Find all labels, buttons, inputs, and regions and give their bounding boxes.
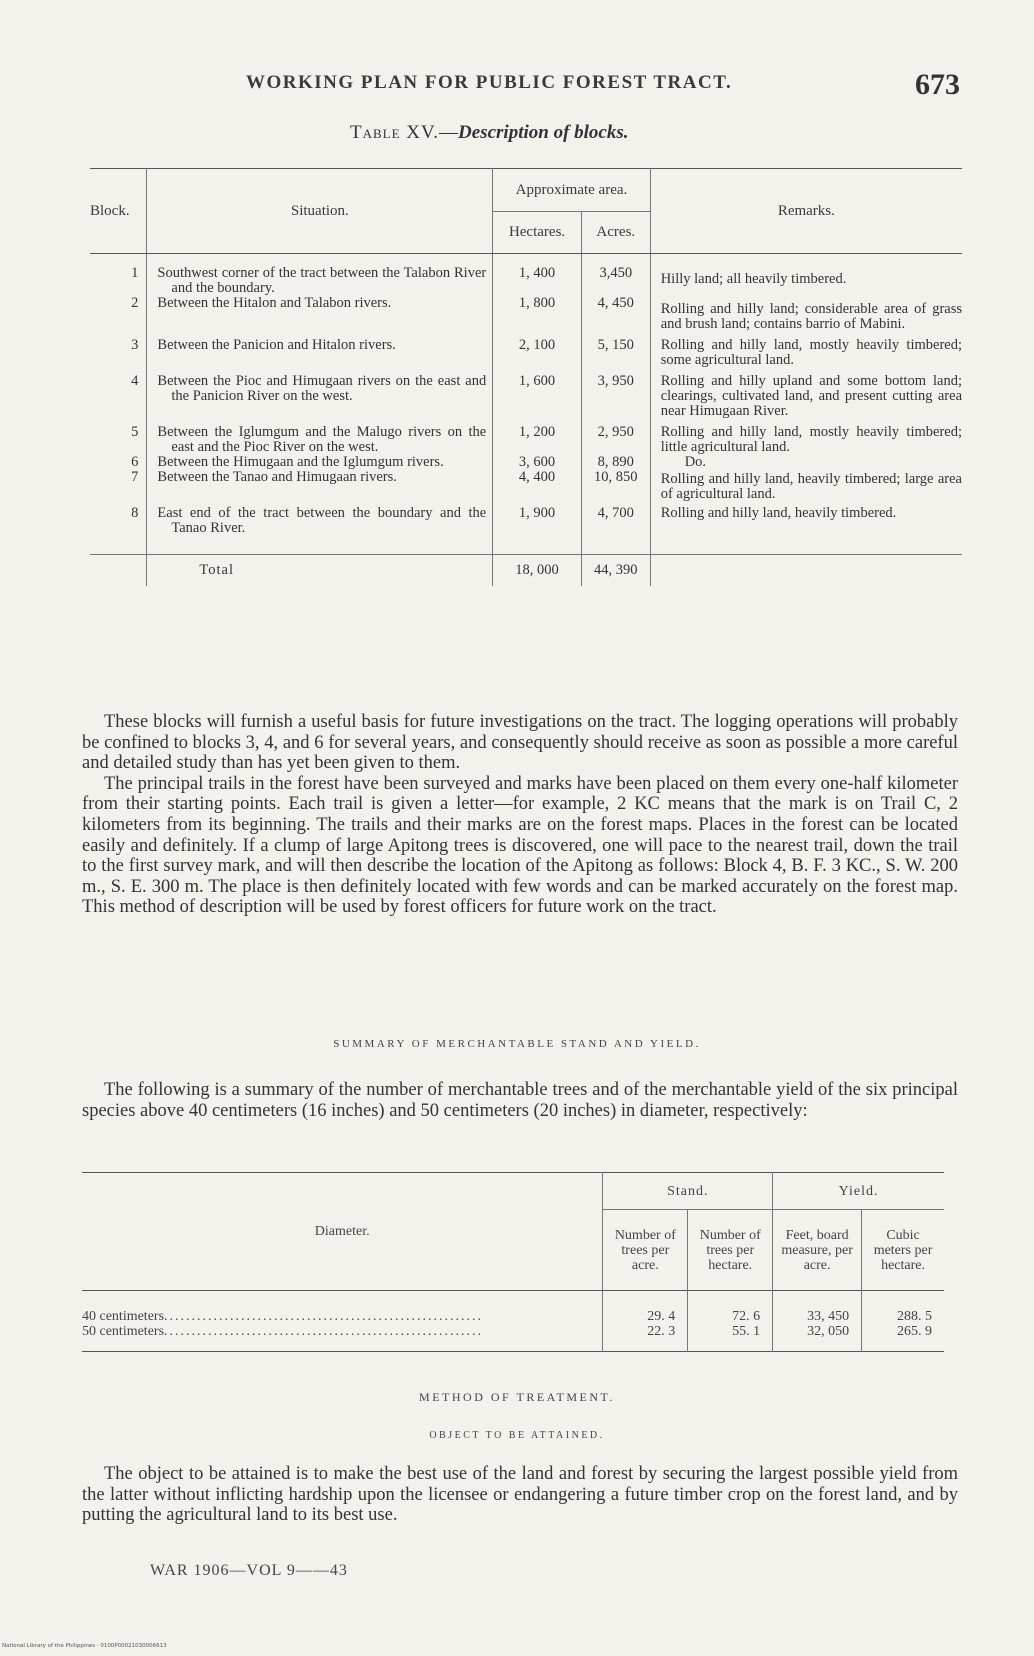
col-approx-area: Approximate area.: [493, 169, 650, 212]
block-number: 6: [90, 455, 147, 470]
table-caption-label: Table XV.: [350, 122, 440, 143]
table-row: [82, 1291, 944, 1325]
paragraph-trails: The principal trails in the forest have been surveyed and marks have been placed on them every one-half kilometer from their starting points. Each trail is given a letter—for example, 2 KC means that the mark is on Trail C, 2 kilometers from its beginning. The trails and their marks are on the forest maps. Places in the forest can be located easily and definitely. If a clump of large Apitong trees is discovered, one will pace to the nearest trail, down the trail to the first survey mark, and will then describe the location of the Apitong as follows: Block 4, B. F. 3 KC., S. W. 200 m., S. E. 300 m. The place is then definitely located with few words and can be marked accurately on the forest map. This method of description will be used by forest officers for future work on the tract.: [82, 773, 958, 918]
table-caption: [350, 122, 629, 144]
block-situation: Between the Panicion and Hitalon rivers.: [147, 332, 493, 368]
col-yield: Yield.: [773, 1173, 944, 1210]
body-paragraphs-1: [82, 712, 958, 918]
feet-board: 32, 050: [773, 1324, 862, 1352]
table-row: [90, 455, 962, 470]
block-remarks: Hilly land; all heavily timbered.: [660, 271, 847, 287]
block-remarks: Rolling and hilly land, mostly heavily timbered; little agricultural land.: [660, 424, 962, 455]
diameter-cell: 40 centimeters..........................................................: [82, 1291, 603, 1325]
paragraph-summary: The following is a summary of the number of merchantable trees and of the merchantable yield of the six principal species above 40 centimeters (16 inches) and 50 centimeters (20 inches) in diameter, respectively:: [82, 1080, 958, 1121]
block-number: 3: [90, 332, 147, 368]
block-hectares: 1, 900: [493, 502, 582, 555]
table-caption-dash: —: [439, 122, 459, 143]
block-situation: East end of the tract between the boundary and the Tanao River.: [147, 502, 493, 555]
block-remarks: Rolling and hilly land, mostly heavily timbered; some agricultural land.: [660, 337, 962, 368]
block-situation: Between the Iglumgum and the Malugo rivers on the east and the Pioc River on the west.: [147, 419, 493, 455]
table-caption-title: Description of blocks.: [458, 122, 629, 143]
signature-line: WAR 1906—VOL 9——43: [150, 1562, 348, 1579]
col-hectares: Hectares.: [493, 212, 582, 254]
summary-heading: SUMMARY OF MERCHANTABLE STAND AND YIELD.: [333, 1038, 701, 1050]
table-row: [90, 470, 962, 502]
block-hectares: 3, 600: [493, 455, 582, 470]
object-heading: OBJECT TO BE ATTAINED.: [429, 1430, 605, 1441]
table-row: [90, 502, 962, 555]
trees-per-hectare: 72. 6: [688, 1291, 773, 1325]
cubic-meters: 288. 5: [897, 1309, 932, 1324]
block-situation: Between the Himugaan and the Iglumgum rivers.: [147, 455, 493, 470]
block-situation: Between the Tanao and Himugaan rivers.: [147, 470, 493, 502]
scan-label: National Library of the Philippines · 0100P00021030006613: [2, 1643, 167, 1649]
block-remarks: Rolling and hilly land, heavily timbered; large area of agricultural land.: [660, 471, 962, 502]
col-situation: Situation.: [147, 169, 493, 254]
paragraph-blocks: These blocks will furnish a useful basis for future investigations on the tract. The logging operations will probably be confined to blocks 3, 4, and 6 for several years, and consequently should receive as soon as possible a more careful and detailed study than has yet been given to them.: [82, 712, 958, 774]
total-row: [90, 555, 962, 587]
body-paragraphs-2: [82, 1080, 958, 1121]
table-row: [90, 419, 962, 455]
col-trees-per-hectare: Number of trees per hectare.: [688, 1210, 773, 1291]
table-row: [90, 296, 962, 332]
col-feet-board: Feet, board measure, per acre.: [773, 1210, 862, 1291]
diameter-cell: 50 centimeters..........................................................: [82, 1324, 603, 1352]
table-row: [82, 1324, 944, 1352]
block-acres: 3,450: [581, 254, 650, 297]
table-row: [90, 332, 962, 368]
block-hectares: 2, 100: [493, 332, 582, 368]
block-number: 2: [90, 296, 147, 332]
block-number: 4: [90, 368, 147, 419]
block-acres: 5, 150: [581, 332, 650, 368]
col-diameter: Diameter.: [82, 1173, 603, 1291]
block-number: 5: [90, 419, 147, 455]
block-acres: 10, 850: [581, 470, 650, 502]
block-acres: 8, 890: [581, 455, 650, 470]
total-hectares: 18, 000: [493, 555, 582, 587]
block-hectares: 1, 400: [493, 254, 582, 297]
block-number: 1: [90, 254, 147, 297]
block-hectares: 4, 400: [493, 470, 582, 502]
col-trees-per-acre: Number of trees per acre.: [603, 1210, 688, 1291]
block-situation: Between the Hitalon and Talabon rivers.: [147, 296, 493, 332]
method-heading: METHOD OF TREATMENT.: [419, 1390, 615, 1404]
col-cubic-meters: Cubic meters per hectare.: [873, 1227, 933, 1273]
trees-per-acre: 29. 4: [603, 1291, 688, 1325]
block-number: 8: [90, 502, 147, 555]
body-paragraphs-3: [82, 1464, 958, 1526]
trees-per-acre: 22. 3: [603, 1324, 688, 1352]
page-header: [0, 68, 1034, 108]
block-remarks: Rolling and hilly land, heavily timbered.: [660, 505, 897, 521]
block-acres: 2, 950: [581, 419, 650, 455]
block-remarks: Do.: [684, 454, 707, 470]
col-acres: Acres.: [581, 212, 650, 254]
block-situation: Between the Pioc and Himugaan rivers on the east and the Panicion River on the west.: [147, 368, 493, 419]
total-acres: 44, 390: [581, 555, 650, 587]
running-title: WORKING PLAN FOR PUBLIC FOREST TRACT.: [246, 72, 733, 93]
feet-board: 33, 450: [773, 1291, 862, 1325]
block-remarks: Rolling and hilly upland and some bottom land; clearings, cultivated land, and present cutting area near Himugaan River.: [660, 373, 962, 419]
block-acres: 3, 950: [581, 368, 650, 419]
block-situation: Southwest corner of the tract between the Talabon River and the boundary.: [147, 254, 493, 297]
col-remarks: Remarks.: [650, 169, 962, 254]
page-number: 673: [915, 68, 960, 101]
summary-table: [82, 1172, 944, 1352]
col-block: Block.: [90, 169, 147, 254]
cubic-meters: 265. 9: [897, 1324, 932, 1339]
block-number: 7: [90, 470, 147, 502]
block-acres: 4, 450: [581, 296, 650, 332]
block-hectares: 1, 200: [493, 419, 582, 455]
col-stand: Stand.: [603, 1173, 773, 1210]
block-acres: 4, 700: [581, 502, 650, 555]
block-hectares: 1, 800: [493, 296, 582, 332]
total-label: Total: [147, 555, 493, 587]
block-remarks: Rolling and hilly land; considerable area of grass and brush land; contains barrio of Mabini.: [660, 301, 962, 332]
blocks-table: [90, 168, 962, 586]
trees-per-hectare: 55. 1: [688, 1324, 773, 1352]
block-hectares: 1, 600: [493, 368, 582, 419]
table-row: [90, 368, 962, 419]
table-row: [90, 254, 962, 297]
paragraph-object: The object to be attained is to make the best use of the land and forest by securing the largest possible yield from the latter without inflicting hardship upon the licensee or endangering a future timber crop on the forest land, and by putting the agricultural land to its best use.: [82, 1464, 958, 1526]
